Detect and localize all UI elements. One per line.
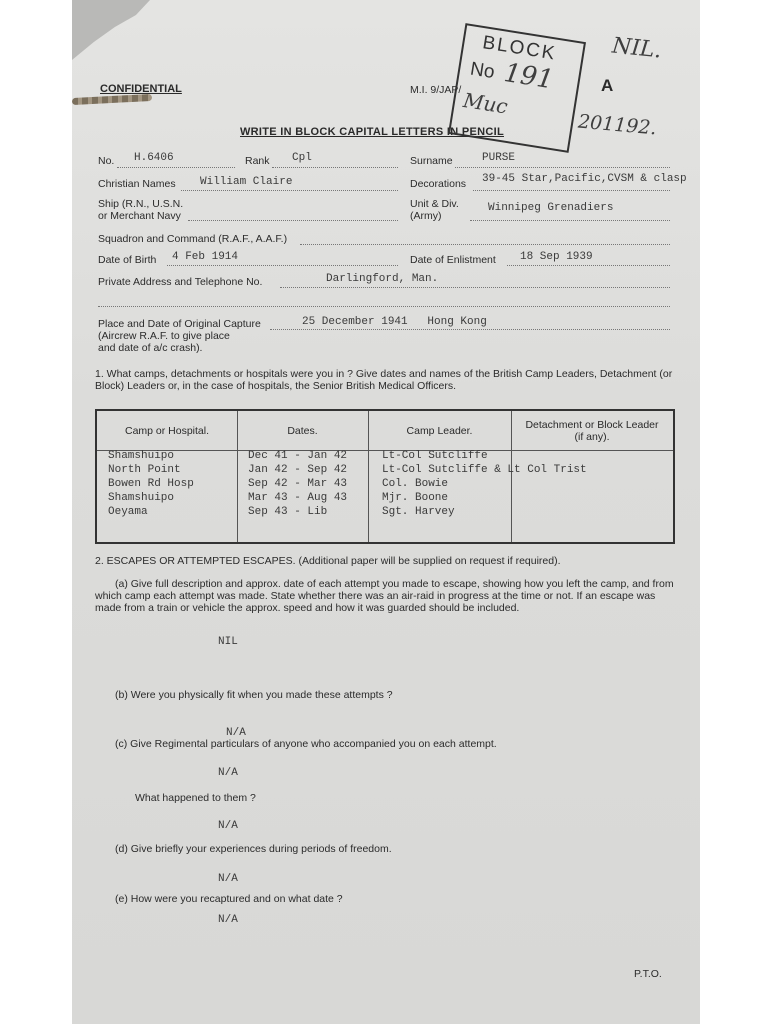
ship-label xyxy=(98,198,183,222)
table-row-dates: Dec 41 - Jan 42 xyxy=(248,450,348,462)
table-row-dates: Jan 42 - Sep 42 xyxy=(248,464,348,476)
question-2c-followup: What happened to them ? xyxy=(135,792,256,804)
unit-label xyxy=(410,198,459,222)
capture-label xyxy=(98,318,261,354)
answer-2c: N/A xyxy=(218,767,238,779)
table-row-dates: Sep 43 - Lib xyxy=(248,506,328,518)
dob-value: 4 Feb 1914 xyxy=(172,251,239,263)
table-row-camp: North Point xyxy=(108,464,181,476)
rank-label: Rank xyxy=(245,155,270,167)
address-value: Darlingford, Man. xyxy=(326,273,439,285)
table-row-leader: Lt-Col Sutcliffe & Lt Col Trist xyxy=(382,464,587,476)
surname-label: Surname xyxy=(410,155,453,167)
surname-value: PURSE xyxy=(482,152,516,164)
table-row-camp: Oeyama xyxy=(108,506,148,518)
header-dates: Dates. xyxy=(237,411,368,451)
table-row-leader: Mjr. Boone xyxy=(382,492,449,504)
answer-2a: NIL xyxy=(218,636,238,648)
pto-label: P.T.O. xyxy=(634,968,662,980)
no-value: H.6406 xyxy=(134,152,174,164)
dates-column xyxy=(248,449,347,519)
question-2d-text: (d) Give briefly your experiences during periods of freedom. xyxy=(115,843,392,855)
ship-label-line1: Ship (R.N., U.S.N. xyxy=(98,198,184,210)
capture-label-line1: Place and Date of Original Capture xyxy=(98,318,261,330)
camps-table xyxy=(95,409,675,544)
address-label: Private Address and Telephone No. xyxy=(98,276,263,288)
number-annotation: 201192. xyxy=(577,110,658,140)
enlistment-label: Date of Enlistment xyxy=(410,254,496,266)
capture-label-line3: and date of a/c crash). xyxy=(98,342,203,354)
squadron-label: Squadron and Command (R.A.F., A.A.F.) xyxy=(98,233,288,245)
table-row-camp: Bowen Rd Hosp xyxy=(108,478,194,490)
ship-label-line2: or Merchant Navy xyxy=(98,210,181,222)
stamp-block-text: BLOCK xyxy=(481,32,558,65)
dob-label: Date of Birth xyxy=(98,254,157,266)
unit-value: Winnipeg Grenadiers xyxy=(488,202,614,214)
capture-label-line2: (Aircrew R.A.F. to give place xyxy=(98,330,230,342)
answer-2d: N/A xyxy=(218,873,238,885)
stamp-initials: Muc xyxy=(461,87,510,119)
question-2a-text: (a) Give full description and approx. date of each attempt you made to escape, showing how you left the camp, and from which camp each attempt was made. State whether there was an air-raid in progress at the time or not. If an escape was made from a train or vehicle the approx. speed and how it was guarded should be included. xyxy=(95,578,674,614)
capture-value: 25 December 1941 Hong Kong xyxy=(302,316,487,328)
question-1-text: 1. What camps, detachments or hospitals were you in ? Give dates and names of the British Camp Leaders, Detachment (or Block) Leaders or, in the case of hospitals, the Senior British Medical Officers. xyxy=(95,368,673,392)
camp-column xyxy=(108,449,194,519)
answer-2e: N/A xyxy=(218,914,238,926)
header-camp: Camp or Hospital. xyxy=(97,411,237,451)
leader-column xyxy=(382,449,587,519)
reference-label: M.I. 9/JAP/ xyxy=(410,84,462,96)
confidential-label: CONFIDENTIAL xyxy=(100,83,182,95)
stamp-no-text: No xyxy=(468,58,497,84)
table-row-camp: Shamshuipo xyxy=(108,450,175,462)
rank-value: Cpl xyxy=(292,152,312,164)
unit-label-line2: (Army) xyxy=(410,210,442,222)
instruction-heading: WRITE IN BLOCK CAPITAL LETTERS IN PENCIL xyxy=(240,126,504,138)
christian-names-value: William Claire xyxy=(200,176,293,188)
decorations-value: 39-45 Star,Pacific,CVSM & clasp xyxy=(482,173,687,185)
christian-names-label: Christian Names xyxy=(98,178,176,190)
question-2-heading: 2. ESCAPES OR ATTEMPTED ESCAPES. (Additional paper will be supplied on request if required). xyxy=(95,555,561,567)
form-letter: A xyxy=(601,76,614,95)
header-detachment: Detachment or Block Leader (if any). xyxy=(511,411,673,451)
decorations-label: Decorations xyxy=(410,178,467,190)
question-2b-text: (b) Were you physically fit when you made these attempts ? xyxy=(115,689,393,701)
table-row-leader: Col. Bowie xyxy=(382,478,449,490)
no-label: No. xyxy=(98,155,115,167)
question-2e-text: (e) How were you recaptured and on what date ? xyxy=(115,893,343,905)
enlistment-value: 18 Sep 1939 xyxy=(520,251,593,263)
nil-annotation: NIL. xyxy=(610,33,663,64)
table-row-leader: Lt-Col Sutcliffe xyxy=(382,450,488,462)
unit-label-line1: Unit & Div. xyxy=(410,198,459,210)
answer-2b: N/A xyxy=(226,727,246,739)
question-2c-text: (c) Give Regimental particulars of anyone who accompanied you on each attempt. xyxy=(115,738,497,750)
header-camp-leader: Camp Leader. xyxy=(368,411,511,451)
stamp-number: 191 xyxy=(501,57,556,96)
answer-2c-followup: N/A xyxy=(218,820,238,832)
table-row-leader: Sgt. Harvey xyxy=(382,506,455,518)
table-row-dates: Sep 42 - Mar 43 xyxy=(248,478,348,490)
table-row-camp: Shamshuipo xyxy=(108,492,175,504)
block-stamp xyxy=(448,23,586,153)
table-row-dates: Mar 43 - Aug 43 xyxy=(248,492,348,504)
